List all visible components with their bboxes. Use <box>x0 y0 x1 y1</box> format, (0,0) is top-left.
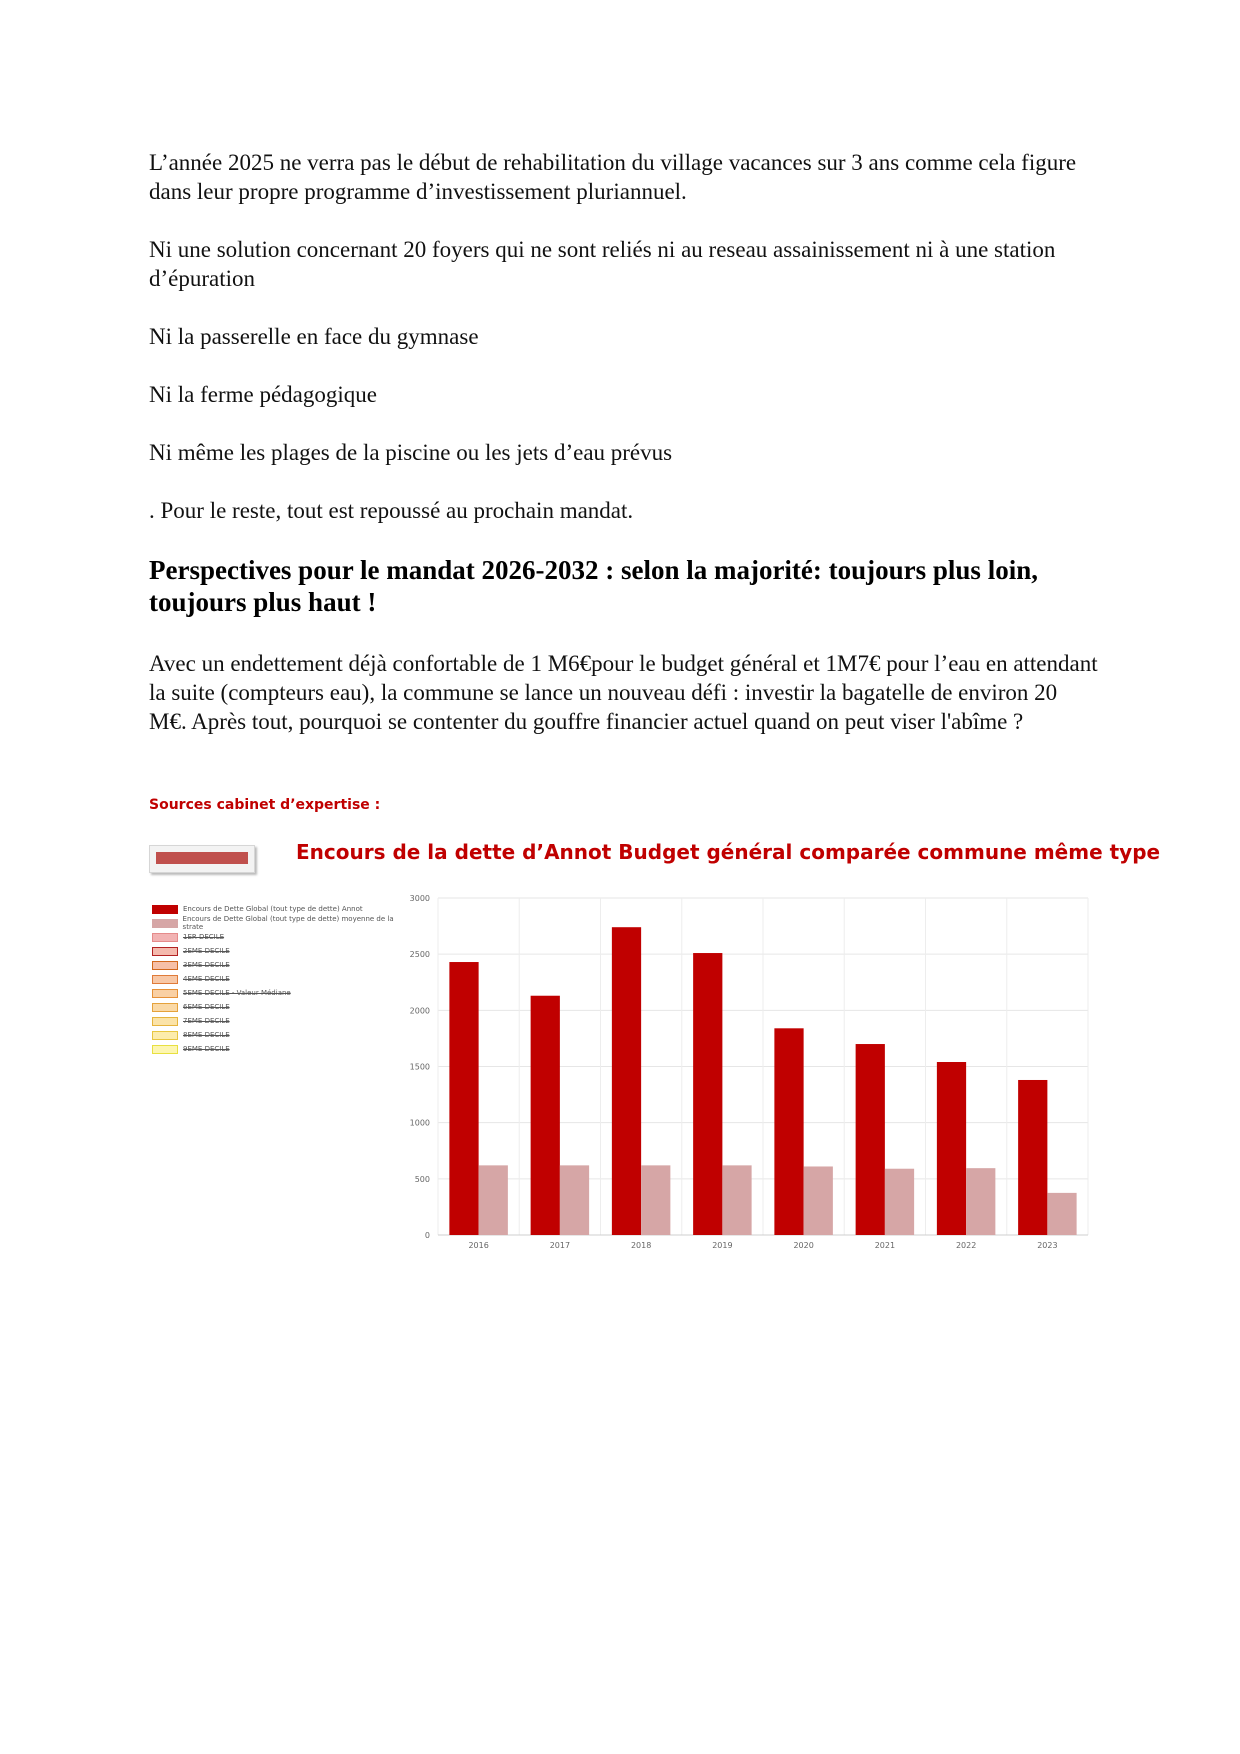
bar-chart <box>400 890 1100 1265</box>
legend-label: 4EME DECILE <box>183 975 230 983</box>
legend-item[interactable] <box>152 944 412 958</box>
legend-item[interactable] <box>152 958 412 972</box>
x-tick-label: 2020 <box>793 1241 814 1250</box>
legend-label: 8EME DECILE <box>183 1031 230 1039</box>
legend-item[interactable] <box>152 902 412 916</box>
bar-annot <box>449 962 478 1235</box>
x-tick-label: 2022 <box>955 1241 977 1250</box>
legend-item[interactable] <box>152 972 412 986</box>
y-tick-label: 2500 <box>409 950 430 960</box>
bar-strate-average <box>1047 1193 1076 1235</box>
legend-label: Encours de Dette Global (tout type de dette) Annot <box>183 905 363 913</box>
bar-annot <box>937 1062 966 1235</box>
sources-label: Sources cabinet d’expertise : <box>149 797 381 813</box>
legend-item[interactable] <box>152 1000 412 1014</box>
legend-label: 3EME DECILE <box>183 961 230 969</box>
paragraph-endettement: Avec un endettement déjà confortable de 1 M6€pour le budget général et 1M7€ pour l’eau en attendant la suite (compteurs eau), la commune se lance un nouveau défi : investir la bagatelle de environ 20 M€. Après tout, pourquoi se contenter du gouffre financier actuel quand on peut viser l'abîme ? <box>149 651 1098 734</box>
paragraph-rehabilitation: L’année 2025 ne verra pas le début de rehabilitation du village vacances sur 3 ans comme cela figure dans leur propre programme d’investissement pluriannuel. <box>149 150 1077 204</box>
y-tick-label: 0 <box>424 1231 430 1240</box>
legend-swatch <box>152 933 178 942</box>
paragraph-foyers: Ni une solution concernant 20 foyers qui ne sont reliés ni au reseau assainissement ni à une station d’épuration <box>149 237 1056 291</box>
legend-swatch <box>152 989 178 998</box>
legend-label: Encours de Dette Global (tout type de dette) moyenne de la strate <box>182 915 394 931</box>
bar-strate-average <box>885 1169 914 1235</box>
legend-label: 1ER DECILE <box>183 933 225 941</box>
legend-label: 6EME DECILE <box>183 1003 230 1011</box>
legend-swatch <box>152 1031 178 1040</box>
chart-title-decoration-bar <box>156 852 248 864</box>
legend-swatch <box>152 1045 178 1054</box>
legend-swatch <box>152 1003 178 1012</box>
bar-strate-average <box>722 1165 751 1235</box>
y-tick-label: 1000 <box>409 1118 430 1128</box>
legend-swatch <box>152 919 178 928</box>
x-tick-label: 2021 <box>874 1241 896 1250</box>
bar-annot <box>693 953 722 1235</box>
bar-annot <box>856 1044 885 1235</box>
x-tick-label: 2018 <box>630 1241 652 1250</box>
bar-annot <box>774 1028 803 1235</box>
y-tick-label: 3000 <box>409 894 430 903</box>
bar-annot <box>1018 1080 1047 1235</box>
legend-swatch <box>152 905 178 914</box>
legend-label: 9EME DECILE <box>183 1045 230 1053</box>
bar-strate-average <box>966 1168 995 1235</box>
x-tick-label: 2019 <box>712 1241 733 1250</box>
bar-annot <box>612 927 641 1235</box>
paragraph-reste: . Pour le reste, tout est repoussé au prochain mandat. <box>149 498 634 523</box>
legend-item[interactable] <box>152 1028 412 1042</box>
chart-legend <box>152 902 412 1056</box>
legend-label: 2EME DECILE <box>183 947 230 955</box>
legend-item[interactable] <box>152 1042 412 1056</box>
x-tick-label: 2017 <box>549 1241 571 1250</box>
legend-item[interactable] <box>152 916 412 930</box>
legend-label: 7EME DECILE <box>183 1017 230 1025</box>
bar-strate-average <box>804 1166 833 1235</box>
legend-swatch <box>152 947 178 956</box>
x-tick-label: 2023 <box>1037 1241 1058 1250</box>
paragraph-ferme: Ni la ferme pédagogique <box>149 382 377 407</box>
bar-strate-average <box>641 1165 670 1235</box>
paragraph-piscine: Ni même les plages de la piscine ou les jets d’eau prévus <box>149 440 673 465</box>
chart-title-decoration <box>149 845 255 873</box>
legend-item[interactable] <box>152 1014 412 1028</box>
legend-item[interactable] <box>152 986 412 1000</box>
y-tick-label: 500 <box>414 1174 430 1184</box>
legend-swatch <box>152 961 178 970</box>
legend-label: 5EME DECILE - Valeur Médiane <box>183 989 291 997</box>
y-tick-label: 2000 <box>409 1006 430 1016</box>
bar-annot <box>531 996 560 1235</box>
legend-swatch <box>152 1017 178 1026</box>
bar-strate-average <box>479 1165 508 1235</box>
bar-strate-average <box>560 1165 589 1235</box>
legend-item[interactable] <box>152 930 412 944</box>
section-heading: Perspectives pour le mandat 2026-2032 : selon la majorité: toujours plus loin, toujours plus haut ! <box>149 555 1038 617</box>
y-tick-label: 1500 <box>409 1062 430 1072</box>
x-tick-label: 2016 <box>468 1241 489 1250</box>
chart-title: Encours de la dette d’Annot Budget général comparée commune même type <box>296 840 1161 864</box>
legend-swatch <box>152 975 178 984</box>
paragraph-passerelle: Ni la passerelle en face du gymnase <box>149 324 479 349</box>
